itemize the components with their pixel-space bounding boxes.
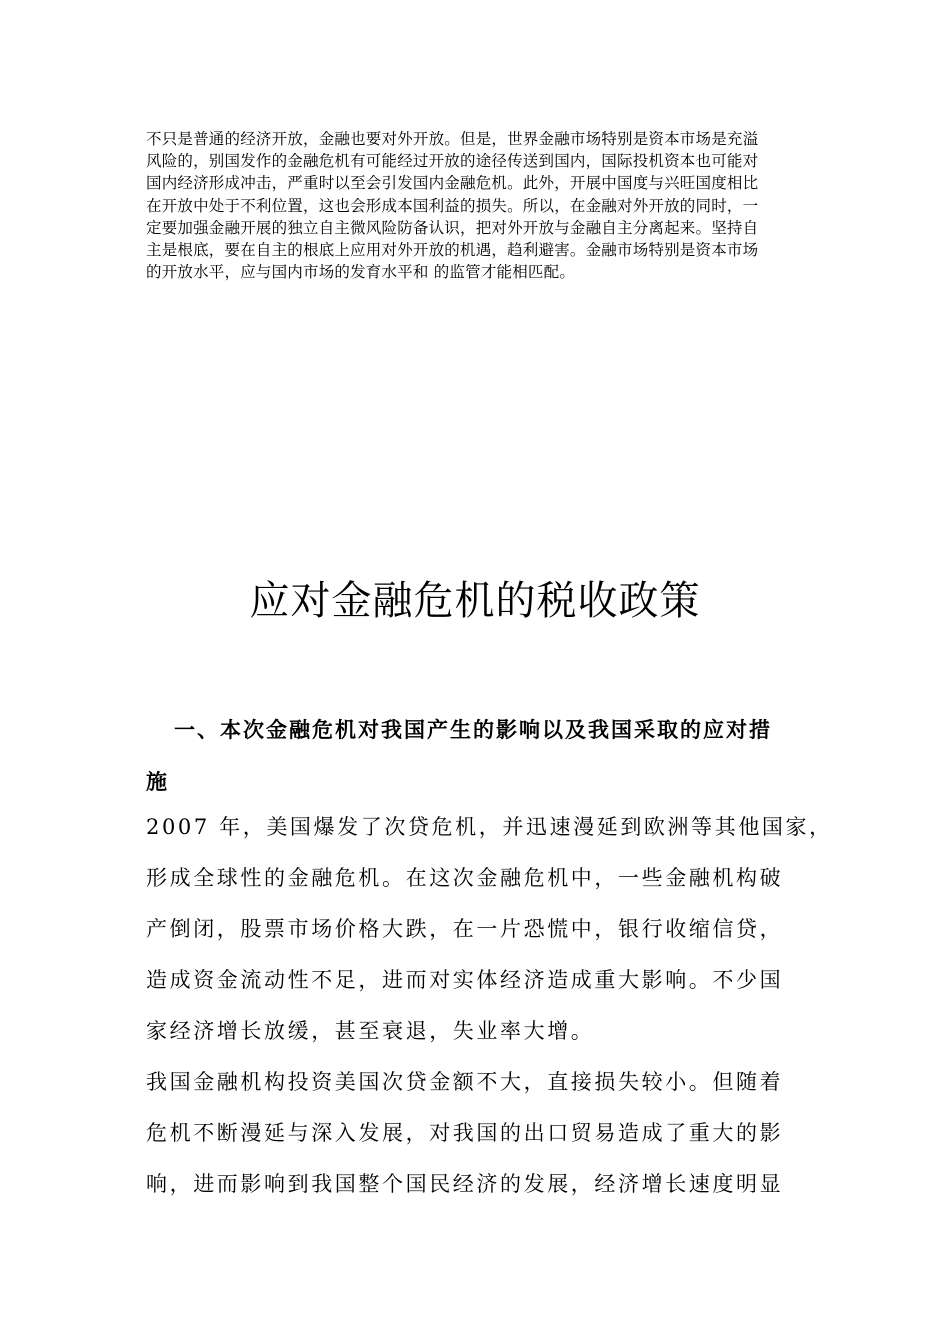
document-title: 应对金融危机的税收政策: [249, 578, 701, 624]
intro-line: 风险的，别国发作的金融危机有可能经过开放的途径传送到国内，国际投机资本也可能对: [146, 152, 759, 171]
body-paragraph: [146, 1057, 836, 1210]
intro-paragraph: [146, 128, 816, 283]
intro-line: 定要加强金融开展的独立自主微风险防备认识，把对外开放与金融自主分离起来。坚持自: [146, 218, 759, 237]
body-line: 产倒闭，股票市场价格大跌，在一片恐慌中，银行收缩信贷，: [146, 917, 784, 941]
body-line: 家经济增长放缓，甚至衰退，失业率大增。: [146, 1019, 595, 1043]
body-line: 我国金融机构投资美国次贷金额不大，直接损失较小。但随着: [146, 1070, 784, 1094]
body-paragraph: [146, 802, 836, 1057]
intro-line: 主是根底，要在自主的根底上应用对外开放的机遇，趋利避害。金融市场特别是资本市场: [146, 241, 759, 260]
body-line: 造成资金流动性不足，进而对实体经济造成重大影响。不少国: [146, 968, 784, 992]
section-heading-line: 施: [146, 770, 169, 794]
intro-line: 的开放水平，应与国内市场的发育水平和 的监管才能相匹配。: [146, 263, 576, 282]
intro-line: 在开放中处于不利位置，这也会形成本国利益的损失。所以，在金融对外开放的同时，一: [146, 196, 759, 215]
section-heading-line: 一、本次金融危机对我国产生的影响以及我国采取的应对措: [174, 718, 772, 742]
intro-line: 国内经济形成冲击，严重时以至会引发国内金融危机。此外，开展中国度与兴旺国度相比: [146, 174, 759, 193]
body-line: 形成全球性的金融危机。在这次金融危机中，一些金融机构破: [146, 866, 784, 890]
intro-line: 不只是普通的经济开放，金融也要对外开放。但是，世界金融市场特别是资本市场是充溢: [146, 130, 759, 148]
body-line: 2007 年，美国爆发了次贷危机，并迅速漫延到欧洲等其他国家，: [146, 815, 833, 839]
body-line: 响，进而影响到我国整个国民经济的发展，经济增长速度明显: [146, 1172, 784, 1196]
body-line: 危机不断漫延与深入发展，对我国的出口贸易造成了重大的影: [146, 1121, 784, 1145]
section-heading: [146, 704, 826, 808]
